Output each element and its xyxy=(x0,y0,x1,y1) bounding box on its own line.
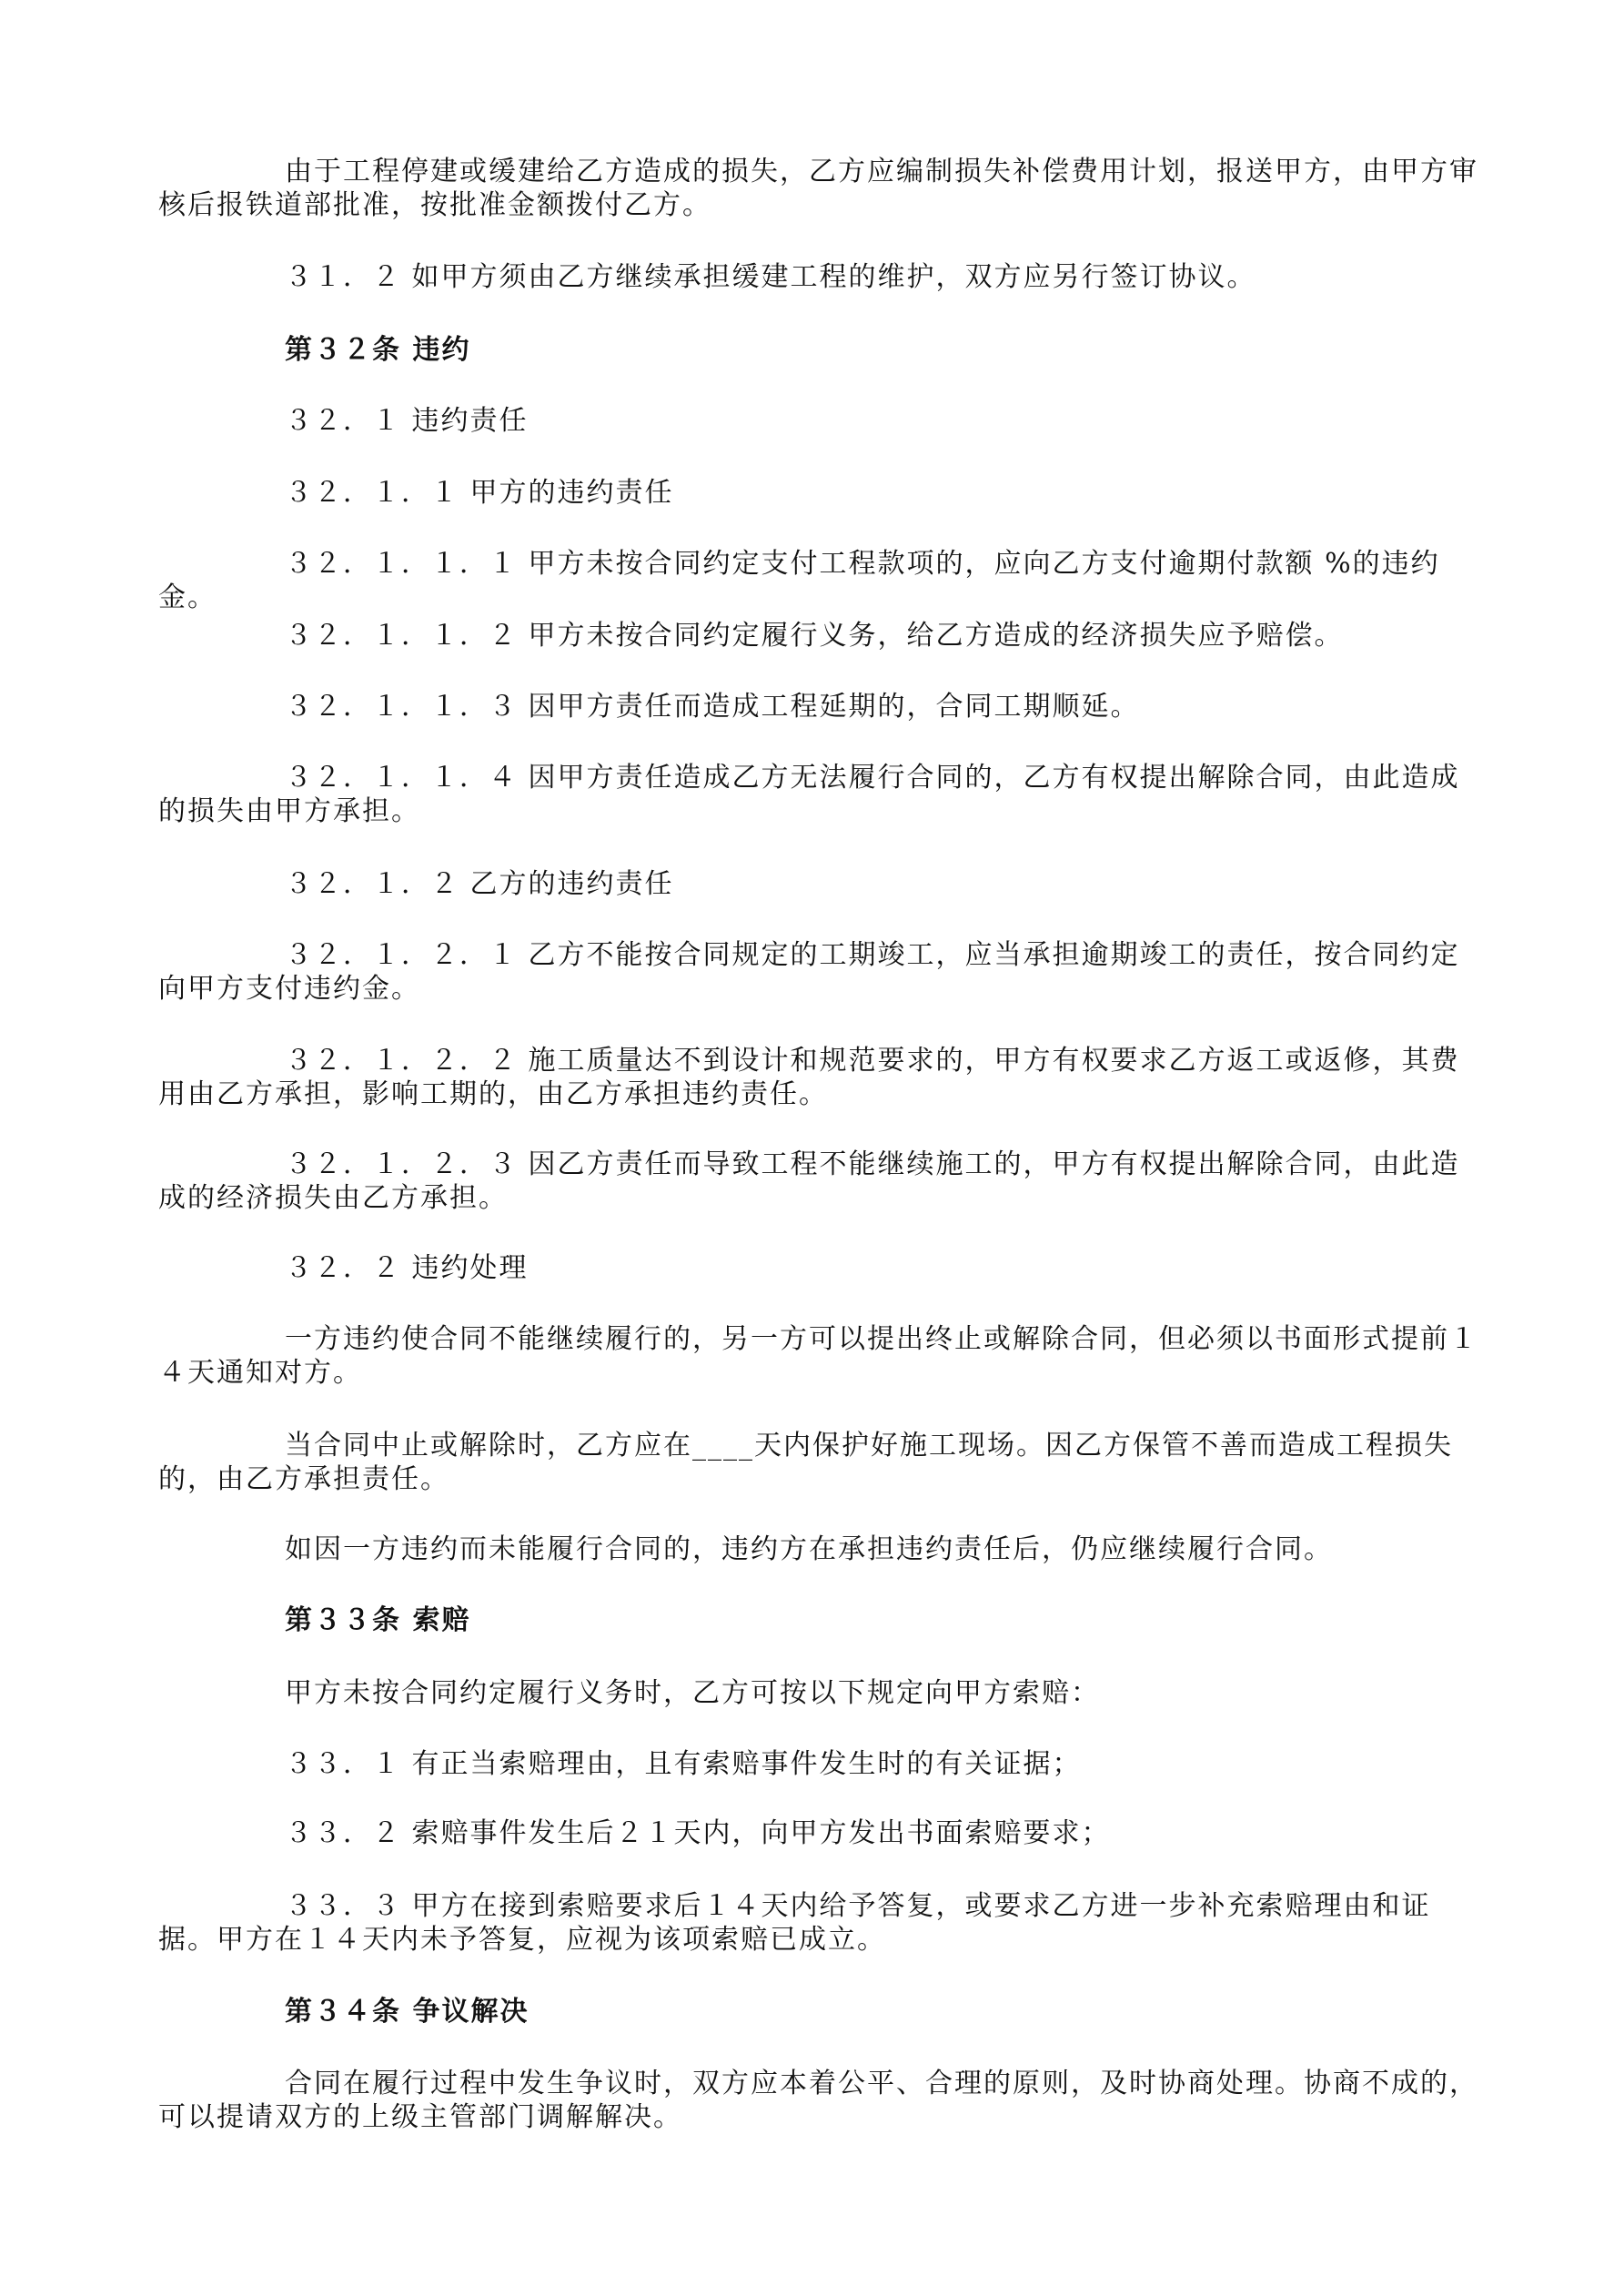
clause-32-2: ３２．２ 违约处理 xyxy=(285,1252,529,1284)
clause-32-1-2: ３２．１．２ 乙方的违约责任 xyxy=(285,868,674,900)
clause-33-2: ３３．２ 索赔事件发生后２１天内，向甲方发出书面索赔要求； xyxy=(285,1817,1111,1849)
clause-32-1-2-3: ３２．１．２．３ 因乙方责任而导致工程不能继续施工的，甲方有权提出解除合同，由此造成的经济损失由乙方承担。 xyxy=(158,1148,1460,1214)
clause-32-1-1-2: ３２．１．１．２ 甲方未按合同约定履行义务，给乙方造成的经济损失应予赔偿。 xyxy=(285,620,1344,652)
clause-32-1-1-4: ３２．１．１．４ 因甲方责任造成乙方无法履行合同的，乙方有权提出解除合同，由此造成的损失由甲方承担。 xyxy=(158,762,1460,827)
clause-31-2: ３１．２ 如甲方须由乙方继续承担缓建工程的维护，双方应另行签订协议。 xyxy=(285,261,1256,293)
clause-32-1-2-2: ３２．１．２．２ 施工质量达不到设计和规范要求的，甲方有权要求乙方返工或返修，其费用由乙方承担，影响工期的，由乙方承担违约责任。 xyxy=(158,1045,1460,1110)
paragraph: 当合同中止或解除时，乙方应在____天内保护好施工现场。因乙方保管不善而造成工程损失的，由乙方承担责任。 xyxy=(158,1430,1453,1495)
paragraph: 合同在履行过程中发生争议时，双方应本着公平、合理的原则，及时协商处理。协商不成的，可以提请双方的上级主管部门调解解决。 xyxy=(158,2068,1478,2133)
clause-32-1-1-1: ３２．１．１．１ 甲方未按合同约定支付工程款项的，应向乙方支付逾期付款额 %的违约金。 xyxy=(158,548,1440,613)
paragraph: 一方违约使合同不能继续履行的，另一方可以提出终止或解除合同，但必须以书面形式提前１４天通知对方。 xyxy=(158,1323,1478,1389)
paragraph: 甲方未按合同约定履行义务时，乙方可按以下规定向甲方索赔： xyxy=(285,1677,1100,1709)
article-32-heading: 第３２条 违约 xyxy=(285,334,471,366)
clause-32-1-1: ３２．１．１ 甲方的违约责任 xyxy=(285,477,674,509)
article-34-heading: 第３４条 争议解决 xyxy=(285,1996,530,2028)
paragraph: 如因一方违约而未能履行合同的，违约方在承担违约责任后，仍应继续履行合同。 xyxy=(285,1533,1333,1565)
article-33-heading: 第３３条 索赔 xyxy=(285,1604,471,1636)
clause-32-1-2-1: ３２．１．２．１ 乙方不能按合同规定的工期竣工，应当承担逾期竣工的责任，按合同约定向甲方支付违约金。 xyxy=(158,939,1460,1005)
paragraph: 由于工程停建或缓建给乙方造成的损失，乙方应编制损失补偿费用计划，报送甲方，由甲方审核后报铁道部批准，按批准金额拨付乙方。 xyxy=(158,156,1478,221)
clause-33-1: ３３．１ 有正当索赔理由，且有索赔事件发生时的有关证据； xyxy=(285,1748,1082,1780)
clause-32-1: ３２．１ 违约责任 xyxy=(285,405,529,437)
clause-33-3: ３３．３ 甲方在接到索赔要求后１４天内给予答复，或要求乙方进一步补充索赔理由和证据。甲方在１４天内未予答复，应视为该项索赔已成立。 xyxy=(158,1890,1431,1956)
clause-32-1-1-3: ３２．１．１．３ 因甲方责任而造成工程延期的，合同工期顺延。 xyxy=(285,691,1140,723)
